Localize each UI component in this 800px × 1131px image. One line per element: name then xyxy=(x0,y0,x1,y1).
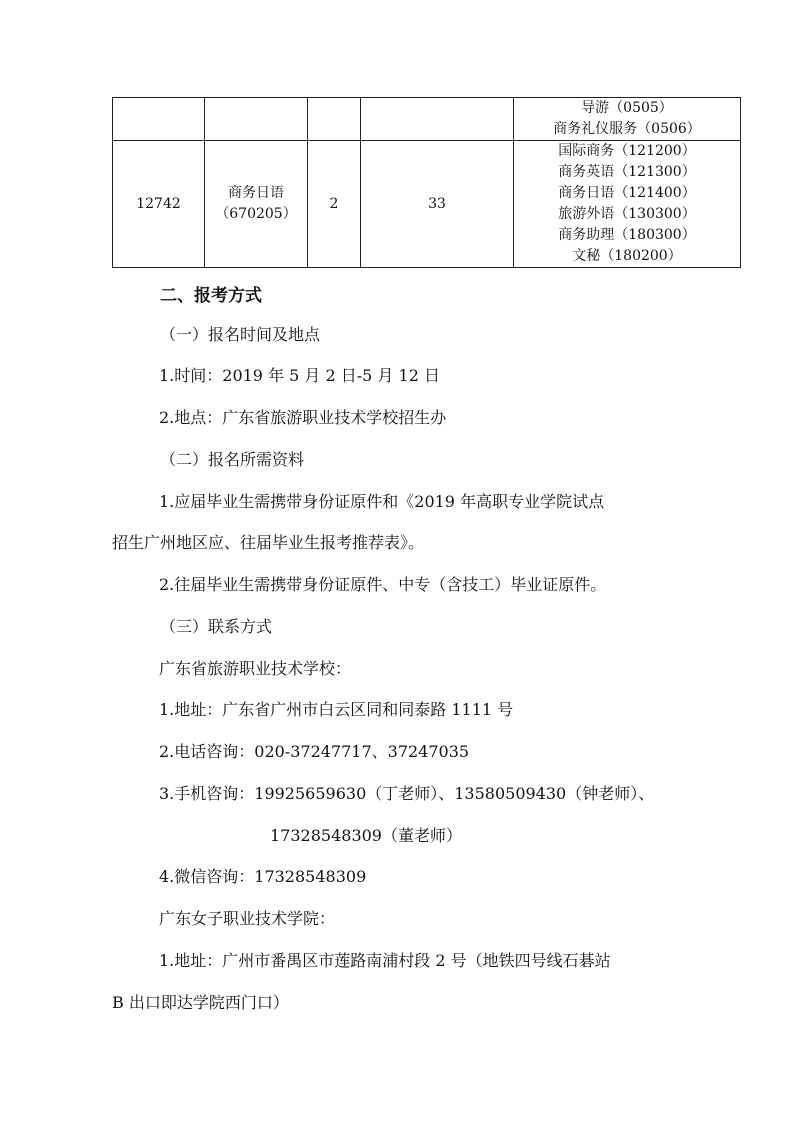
table-row xyxy=(113,141,741,268)
table-cell xyxy=(205,98,308,141)
major-item: 旅游外语（130300） xyxy=(558,206,696,222)
subsection-heading: （二）报名所需资料 xyxy=(160,450,305,469)
paragraph: 1.时间：2019 年 5 月 2 日-5 月 12 日 xyxy=(159,366,440,385)
subsection-heading: （三）联系方式 xyxy=(160,617,273,636)
table-cell-majors xyxy=(514,98,741,141)
table-cell-major xyxy=(205,141,308,268)
major-name: 商务日语 xyxy=(228,185,284,201)
major-item: 国际商务（121200） xyxy=(558,143,696,159)
paragraph: 1.应届毕业生需携带身份证原件和《2019 年高职专业学院试点 xyxy=(159,492,605,511)
paragraph: 招生广州地区应、往届毕业生报考推荐表》。 xyxy=(112,533,425,552)
paragraph: 2.电话咨询：020-37247717、37247035 xyxy=(159,742,470,761)
major-item: 商务英语（121300） xyxy=(558,164,696,180)
section-heading: 二、报考方式 xyxy=(160,286,262,306)
table-cell xyxy=(308,98,361,141)
paragraph: 1.地址：广东省广州市白云区同和同泰路 1111 号 xyxy=(159,700,514,719)
major-item: 导游（0505） xyxy=(581,100,673,116)
table-cell-quota: 33 xyxy=(361,141,514,268)
table-cell-code: 12742 xyxy=(113,141,205,268)
paragraph: 广东省旅游职业技术学校： xyxy=(159,659,352,678)
table-cell-years: 2 xyxy=(308,141,361,268)
paragraph: 2.地点：广东省旅游职业技术学校招生办 xyxy=(159,408,447,427)
paragraph: 1.地址：广州市番禺区市莲路南浦村段 2 号（地铁四号线石碁站 xyxy=(159,951,611,970)
major-item: 商务礼仪服务（0506） xyxy=(553,121,701,137)
table-cell-majors xyxy=(514,141,741,268)
paragraph: 2.往届毕业生需携带身份证原件、中专（含技工）毕业证原件。 xyxy=(159,575,607,594)
paragraph: B 出口即达学院西门口） xyxy=(112,993,289,1012)
major-code: （670205） xyxy=(215,206,297,222)
paragraph: 4.微信咨询：17328548309 xyxy=(159,867,367,886)
major-item: 商务助理（180300） xyxy=(558,227,696,243)
table-cell xyxy=(361,98,514,141)
paragraph: 广东女子职业技术学院： xyxy=(159,909,336,928)
enrollment-table xyxy=(112,97,741,268)
paragraph: 17328548309（董老师） xyxy=(270,826,462,845)
major-item: 商务日语（121400） xyxy=(558,185,696,201)
major-item: 文秘（180200） xyxy=(572,248,682,264)
paragraph: 3.手机咨询：19925659630（丁老师）、13580509430（钟老师）、 xyxy=(159,784,655,803)
subsection-heading: （一）报名时间及地点 xyxy=(160,325,321,344)
table-cell xyxy=(113,98,205,141)
table-row xyxy=(113,98,741,141)
